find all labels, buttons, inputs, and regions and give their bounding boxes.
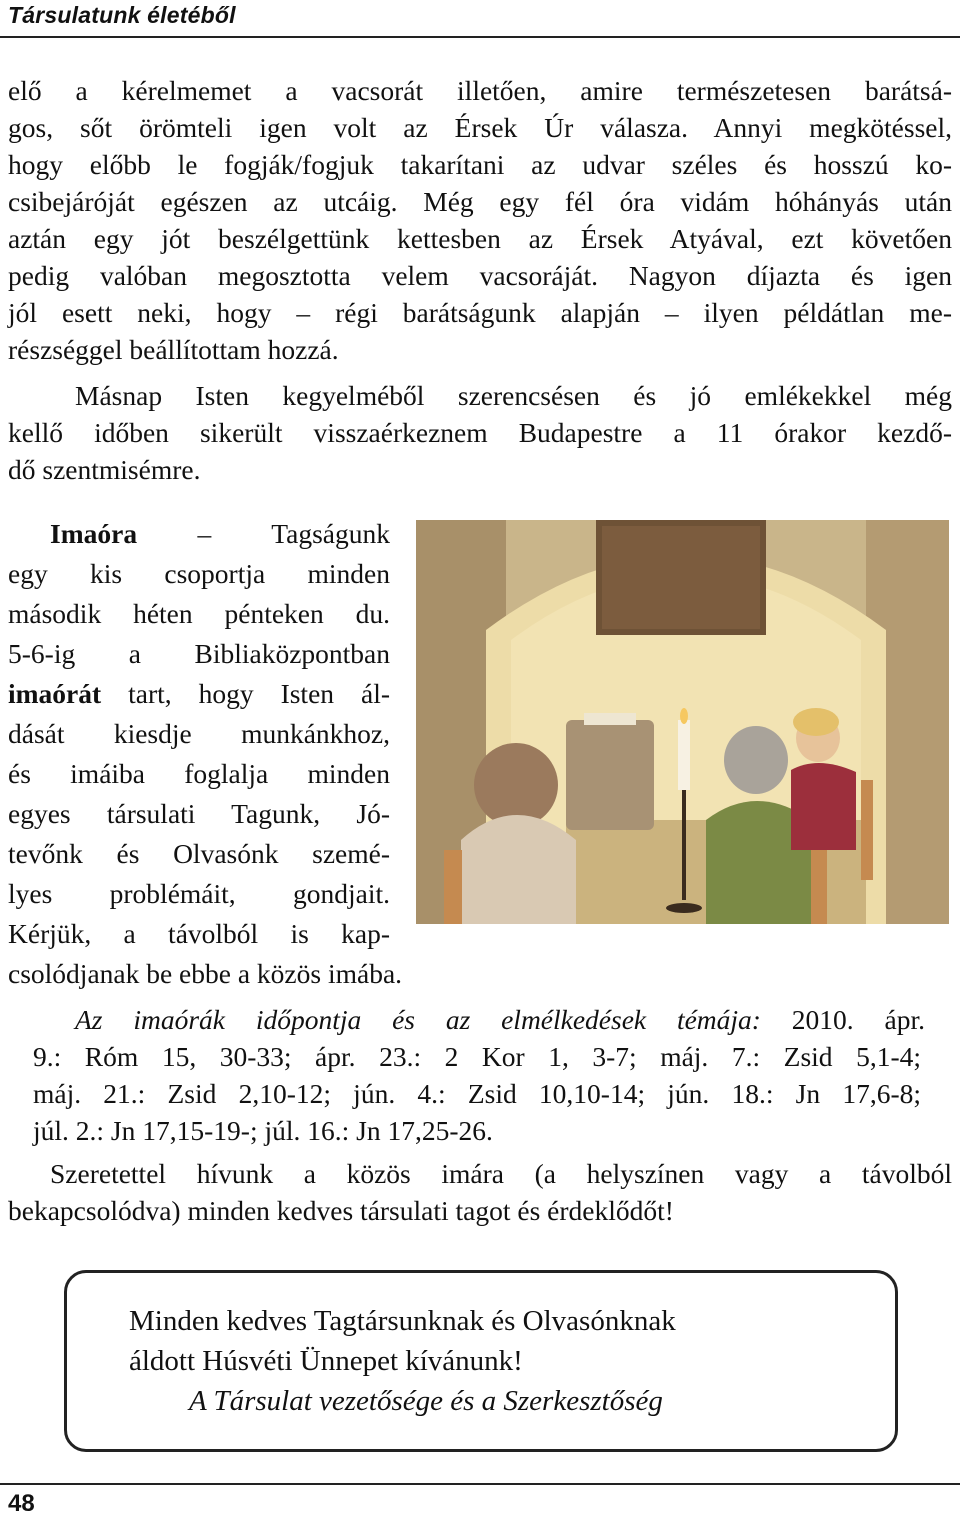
text-line: pedig valóban megosztotta velem vacsoráját. Nagyon díjazta és igen: [8, 260, 952, 291]
text-line: lyes problémáit, gondjait.: [8, 878, 390, 909]
text-line: kellő időben sikerült visszaérkeznem Budapestre a 11 órakor kezdő-: [8, 417, 952, 448]
text-line: Másnap Isten kegyelméből szerencsésen és jó emlékekkel még: [75, 380, 952, 411]
imaora-heading-line: [50, 516, 390, 552]
running-header: [0, 0, 960, 38]
imaora-heading-rest: – Tagságunk: [197, 518, 391, 549]
greeting-line-2: áldott Húsvéti Ünnepet kívánunk!: [129, 1345, 523, 1377]
text-line: és imáiba foglalja minden: [8, 758, 390, 789]
text-line: részséggel beállítottam hozzá.: [8, 334, 339, 365]
text-line: elő a kérelmemet a vacsorát illetően, amire természetesen barátsá-: [8, 75, 952, 106]
text-line: aztán egy jót beszélgettünk kettesben az Érsek Atyával, ezt követően: [8, 223, 952, 254]
text-line: gos, sőt örömteli igen volt az Érsek Úr válasza. Annyi megkötéssel,: [8, 112, 952, 143]
schedule-line: 9.: Róm 15, 30-33; ápr. 23.: 2 Kor 1, 3-7; máj. 7.: Zsid 5,1-4;: [33, 1041, 921, 1072]
footer-rule: [0, 1483, 960, 1485]
schedule-line: júl. 2.: Jn 17,15-19-; júl. 16.: Jn 17,25-26.: [33, 1115, 493, 1146]
text-line: egyes társulati Tagunk, Jó-: [8, 798, 390, 829]
text-line: bekapcsolódva) minden kedves társulati tagot és érdeklődőt!: [8, 1195, 674, 1226]
text-line: második héten pénteken du.: [8, 598, 390, 629]
greeting-line-1: Minden kedves Tagtársunknak és Olvasónknak: [129, 1305, 676, 1337]
bold-word-imaorat: imaórát: [8, 678, 102, 709]
text-line: csolódjanak be ebbe a közös imába.: [8, 958, 403, 989]
text-line: dását kiesdje munkánkhoz,: [8, 718, 390, 749]
text-line: jól esett neki, hogy – régi barátságunk alapján – ilyen példátlan me-: [8, 297, 952, 328]
text-fragment: tart, hogy Isten ál-: [101, 678, 390, 709]
photo-illustration: [416, 520, 949, 924]
prayer-group-photo: [416, 520, 949, 924]
text-line: 5-6-ig a Bibliaközpontban: [8, 638, 390, 669]
text-line: csibejáróját egészen az utcáig. Még egy fél óra vidám hóhányás után: [8, 186, 952, 217]
schedule-line: máj. 21.: Zsid 2,10-12; jún. 4.: Zsid 10,10-14; jún. 18.: Jn 17,6-8;: [33, 1078, 921, 1109]
text-line: hogy előbb le fogják/fogjuk takarítani az udvar széles és hosszú ko-: [8, 149, 952, 180]
greeting-signature: A Társulat vezetősége és a Szerkesztőség: [189, 1385, 663, 1417]
text-line: egy kis csoportja minden: [8, 558, 390, 589]
text-line: Kérjük, a távolból is kap-: [8, 918, 390, 949]
text-line: tevőnk és Olvasónk szemé-: [8, 838, 390, 869]
schedule-start: 2010. ápr.: [760, 1004, 925, 1035]
easter-greeting-box: [64, 1270, 898, 1452]
text-line-with-bold: [8, 676, 390, 712]
text-line: dő szentmisémre.: [8, 454, 201, 485]
imaora-heading: Imaóra: [50, 518, 138, 549]
page-number: 48: [8, 1490, 35, 1517]
section-title: Társulatunk életéből: [8, 2, 236, 28]
schedule-intro: Az imaórák időpontja és az elmélkedések témája:: [75, 1004, 761, 1035]
text-line: Szeretettel hívunk a közös imára (a helyszínen vagy a távolból: [50, 1158, 952, 1189]
schedule-intro-line: [75, 1002, 925, 1038]
